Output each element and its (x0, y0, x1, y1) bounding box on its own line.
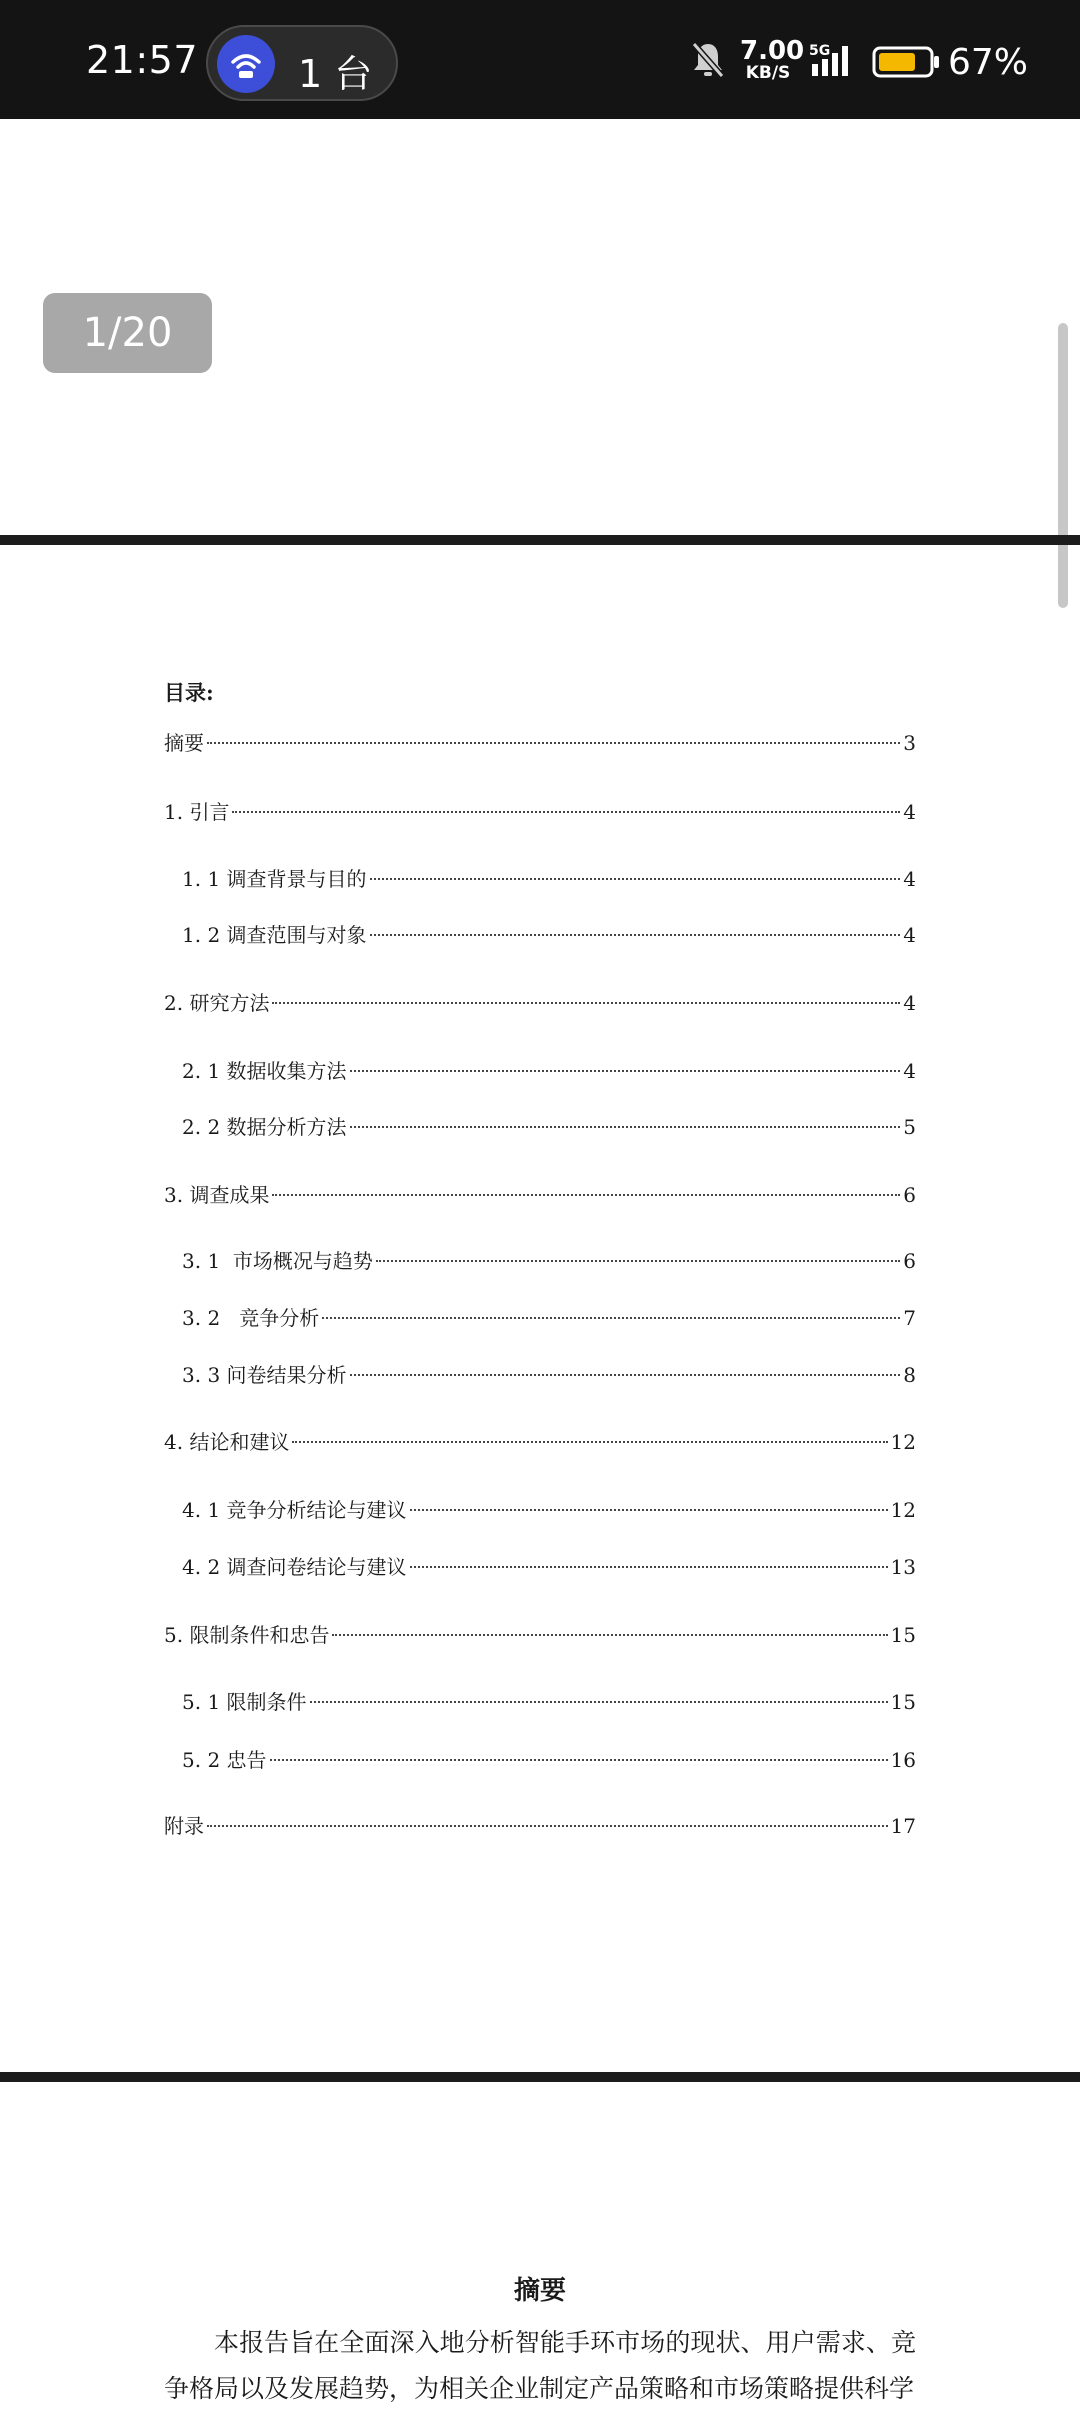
toc-dot-leader (292, 1441, 887, 1443)
toc-entry-page: 4 (903, 867, 916, 891)
toc-dot-leader (350, 1070, 901, 1072)
status-bar (0, 0, 1080, 119)
toc-entry-label: 2. 1 数据收集方法 (182, 1059, 347, 1083)
toc-entry[interactable] (182, 1303, 916, 1333)
toc-entry-label: 5. 限制条件和忠告 (164, 1623, 330, 1647)
toc-dot-leader (370, 934, 901, 936)
scrollbar-thumb[interactable] (1058, 323, 1068, 608)
toc-dot-leader (207, 742, 900, 744)
toc-entry-page: 17 (890, 1814, 916, 1838)
toc-entry-label: 附录 (164, 1814, 204, 1838)
toc-entry-page: 5 (903, 1115, 916, 1139)
toc-entry-label: 5. 1 限制条件 (182, 1690, 307, 1714)
toc-dot-leader (410, 1509, 888, 1511)
abstract-text: 本报告旨在全面深入地分析智能手环市场的现状、用户需求、竞争格局以及发展趋势，为相关企业制定产品策略和市场策略提供科学 (164, 2328, 916, 2403)
toc-entry[interactable] (182, 920, 916, 950)
toc-entry-label: 1. 2 调查范围与对象 (182, 923, 367, 947)
toc-entry-page: 15 (890, 1623, 916, 1647)
toc-entry-label: 3. 3 问卷结果分析 (182, 1363, 347, 1387)
toc-dot-leader (232, 811, 900, 813)
status-time: 21:57 (86, 38, 199, 82)
toc-dot-leader (310, 1701, 888, 1703)
mute-bell-icon (690, 40, 726, 80)
toc-title: 目录: (164, 680, 214, 705)
signal-strength-icon (808, 42, 860, 78)
toc-entry-label: 4. 1 竞争分析结论与建议 (182, 1498, 407, 1522)
toc-dot-leader (376, 1260, 900, 1262)
toc-dot-leader (322, 1317, 900, 1319)
toc-dot-leader (272, 1194, 900, 1196)
toc-entry[interactable] (182, 1745, 916, 1775)
toc-entry-page: 6 (903, 1249, 916, 1273)
toc-entry-label: 2. 2 数据分析方法 (182, 1115, 347, 1139)
toc-dot-leader (350, 1126, 901, 1128)
toc-entry-label: 4. 结论和建议 (164, 1430, 290, 1454)
toc-entry[interactable] (164, 728, 916, 758)
toc-entry[interactable] (182, 1552, 916, 1582)
network-type-label: 5G (809, 43, 831, 59)
toc-entry-page: 4 (903, 800, 916, 824)
toc-entry-page: 13 (890, 1555, 916, 1579)
toc-dot-leader (332, 1634, 887, 1636)
toc-entry-page: 7 (903, 1306, 916, 1330)
abstract-heading: 摘要 (513, 2276, 566, 2306)
battery-icon (872, 46, 940, 78)
toc-entry[interactable] (164, 797, 916, 827)
toc-entry-label: 3. 1 市场概况与趋势 (182, 1249, 373, 1273)
toc-entry[interactable] (182, 864, 916, 894)
toc-entry-label: 4. 2 调查问卷结论与建议 (182, 1555, 407, 1579)
battery-percent: 67% (948, 42, 1029, 83)
network-speed (740, 36, 805, 83)
toc-entry-page: 6 (903, 1183, 916, 1207)
toc-entry[interactable] (164, 988, 916, 1018)
toc-dot-leader (370, 878, 901, 880)
toc-entry-page: 4 (903, 991, 916, 1015)
toc-entry-page: 12 (890, 1430, 916, 1454)
toc-entry[interactable] (182, 1246, 916, 1276)
toc-entry[interactable] (164, 1811, 916, 1841)
toc-entry-page: 4 (903, 923, 916, 947)
toc-entry[interactable] (182, 1495, 916, 1525)
toc-entry-label: 3. 2 竞争分析 (182, 1306, 320, 1330)
toc-dot-leader (270, 1759, 888, 1761)
toc-entry-page: 12 (890, 1498, 916, 1522)
hotspot-icon (217, 35, 275, 93)
network-speed-unit: KB/S (745, 63, 791, 83)
toc-entry[interactable] (182, 1056, 916, 1086)
toc-entry[interactable] (164, 1180, 916, 1210)
toc-entry-page: 16 (890, 1748, 916, 1772)
toc-entry-label: 1. 引言 (164, 800, 230, 824)
toc-entry-label: 3. 调查成果 (164, 1183, 270, 1207)
page-indicator[interactable]: 1/20 (43, 293, 212, 373)
toc-entry-label: 2. 研究方法 (164, 991, 270, 1015)
toc-dot-leader (207, 1825, 888, 1827)
toc-entry-page: 3 (903, 731, 916, 755)
toc-dot-leader (410, 1566, 888, 1568)
toc-entry-page: 4 (903, 1059, 916, 1083)
hotspot-device-count: 1 台 (298, 52, 373, 96)
toc-dot-leader (272, 1002, 900, 1004)
toc-entry-page: 8 (903, 1363, 916, 1387)
hotspot-indicator[interactable] (206, 25, 398, 101)
toc-entry[interactable] (182, 1687, 916, 1717)
toc-entry-label: 1. 1 调查背景与目的 (182, 867, 367, 891)
toc-entry-label: 摘要 (164, 731, 204, 755)
toc-dot-leader (350, 1374, 901, 1376)
toc-entry-label: 5. 2 忠告 (182, 1748, 267, 1772)
toc-entry[interactable] (164, 1427, 916, 1457)
network-speed-value: 7.00 (740, 36, 805, 66)
toc-entry[interactable] (182, 1112, 916, 1142)
page-divider (0, 2072, 1080, 2082)
toc-entry[interactable] (182, 1360, 916, 1390)
page-divider (0, 535, 1080, 545)
toc-entry-page: 15 (890, 1690, 916, 1714)
toc-entry[interactable] (164, 1620, 916, 1650)
